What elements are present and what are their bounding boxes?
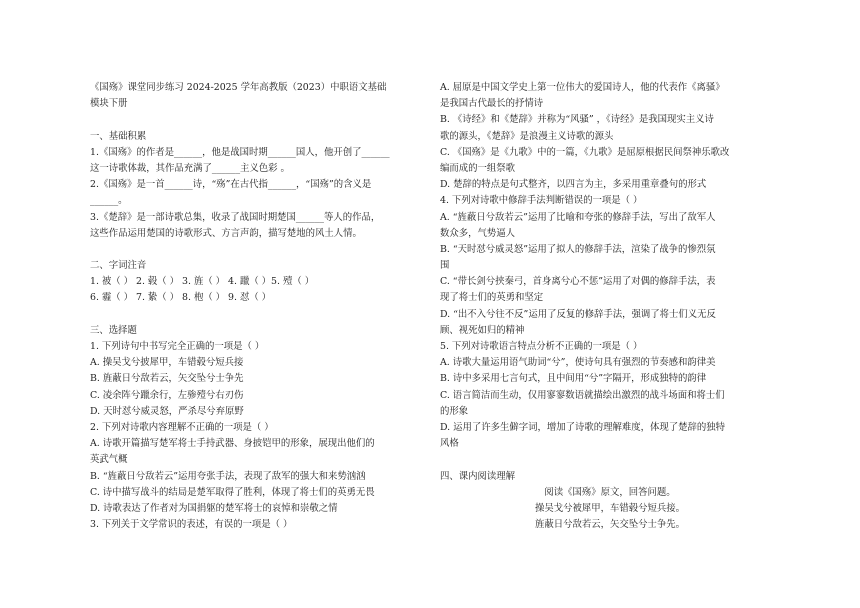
section-heading-choice: 三、选择题 (90, 324, 137, 336)
right-column (440, 0, 780, 533)
choice-4-option-c-cont: 现了将士们的英勇和坚定 (440, 292, 544, 304)
choice-4-question: 4. 下列对诗歌中修辞手法判断错误的一项是（ ） (440, 195, 643, 207)
choice-1-question: 1. 下列诗句中书写完全正确的一项是（ ） (90, 341, 265, 352)
pinyin-row-1: 1. 被（ ） 2. 毂（ ） 3. 旌（ ） 4. 躐（ ）5. 殪（ ） (90, 276, 315, 288)
section-heading-pinyin: 二、字词注音 (90, 260, 147, 272)
choice-5-option-d-cont: 风格 (440, 438, 459, 450)
choice-4-option-b-cont: 围 (440, 260, 450, 272)
choice-1-option-a: A. 操吴戈兮披犀甲，车错毂兮短兵接 (90, 357, 244, 369)
choice-3-option-a-cont: 是我国古代最长的抒情诗 (440, 98, 544, 110)
choice-1-option-d: D. 天时怼兮威灵怒，严杀尽兮弃原野 (90, 405, 244, 417)
question-2-line-2: ______。 (90, 195, 128, 207)
choice-4-option-a-cont: 数众多，气势逼人 (440, 227, 516, 239)
choice-3-option-c-cont: 编而成的一组祭歌 (440, 162, 516, 174)
left-column (90, 0, 430, 533)
section-heading-basics: 一、基础积累 (90, 130, 147, 142)
choice-4-option-d: D. “出不入兮往不反”运用了反复的修辞手法，强调了将士们义无反 (440, 308, 716, 320)
poem-line-1: 操吴戈兮被犀甲，车错毂兮短兵接。 (534, 502, 685, 514)
pinyin-row-2: 6. 霾（ ） 7. 絷（ ） 8. 枹（ ） 9. 怼（ ） (90, 292, 272, 304)
question-3-line-2: 这些作品运用楚国的诗歌形式、方言声韵，描写楚地的风土人情。 (90, 227, 362, 239)
choice-2-option-b: B. “旌蔽日兮敌若云”运用夸张手法，表现了敌军的强大和来势汹汹 (90, 470, 366, 482)
choice-5-option-a: A. 诗歌大量运用语气助词“兮”，使诗句具有强烈的节奏感和韵律美 (440, 357, 716, 369)
choice-3-option-c: C. 《国殇》是《九歌》中的一篇，《九歌》是屈原根据民间祭神乐歌改 (440, 146, 730, 158)
reading-intro: 阅读《国殇》原文，回答问题。 (544, 486, 676, 498)
choice-5-option-c: C. 语言简洁而生动，仅用寥寥数语就描绘出激烈的战斗场面和将士们 (440, 389, 725, 401)
choice-1-option-c: C. 凌余阵兮躐余行，左骖殪兮右刃伤 (90, 389, 244, 401)
choice-5-question: 5. 下列对诗歌语言特点分析不正确的一项是（ ） (440, 341, 643, 352)
choice-3-option-b: B. 《诗经》和《楚辞》并称为“风骚” ，《诗经》是我国现实主义诗 (440, 114, 714, 126)
question-1-line-2: 这一诗歌体裁，其作品充满了______主义色彩 。 (90, 162, 290, 174)
question-2-line-1: 2.《国殇》是一首______诗，“殇”在古代指______，“国殇”的含义是 (90, 179, 372, 191)
choice-3-option-a: A. 屈原是中国文学史上第一位伟大的爱国诗人，他的代表作《离骚》 (440, 82, 725, 93)
choice-4-option-d-cont: 顾、视死如归的精神 (440, 324, 525, 336)
choice-5-option-c-cont: 的形象 (440, 405, 469, 417)
choice-5-option-d: D. 运用了许多生僻字词，增加了诗歌的理解难度，体现了楚辞的独特 (440, 421, 726, 433)
choice-2-option-c: C. 诗中描写战斗的结局是楚军取得了胜利，体现了将士们的英勇无畏 (90, 486, 375, 498)
choice-4-option-c: C. “带长剑兮挟秦弓，首身离兮心不惩”运用了对偶的修辞手法，表 (440, 276, 716, 288)
choice-1-option-b: B. 旌蔽日兮敌若云，矢交坠兮士争先 (90, 373, 244, 385)
choice-2-option-d: D. 诗歌表达了作者对为国捐躯的楚军将士的哀悼和崇敬之情 (90, 502, 338, 514)
poem-line-2: 旌蔽日兮敌若云，矢交坠兮士争先。 (534, 519, 685, 531)
doc-title-cont: 模块下册 (90, 98, 128, 110)
choice-2-question: 2. 下列对诗歌内容理解不正确的一项是（ ） (90, 421, 274, 433)
question-3-line-1: 3.《楚辞》是一部诗歌总集，收录了战国时期楚国______等人的作品， (90, 211, 381, 223)
choice-3-option-d: D. 楚辞的特点是句式整齐，以四言为主，多采用重章叠句的形式 (440, 179, 707, 191)
choice-2-option-a: A. 诗歌开篇描写楚军将士手持武器、身披铠甲的形象，展现出他们的 (90, 438, 375, 450)
choice-3-question: 3. 下列关于文学常识的表述，有误的一项是（ ） (90, 519, 293, 531)
choice-2-option-a-cont: 英武气概 (90, 454, 128, 466)
doc-title: 《国殇》课堂同步练习 2024-2025 学年高教版（2023）中职语文基础 (90, 82, 387, 93)
section-heading-reading: 四、课内阅读理解 (440, 470, 516, 482)
choice-5-option-b: B. 诗中多采用七言句式，且中间用“兮”字隔开，形成独特的韵律 (440, 373, 707, 385)
choice-4-option-b: B. “天时怼兮威灵怒”运用了拟人的修辞手法，渲染了战争的惨烈氛 (440, 243, 716, 255)
choice-3-option-b-cont: 歌的源头，《楚辞》是浪漫主义诗歌的源头 (440, 130, 614, 142)
choice-4-option-a: A. “旌蔽日兮敌若云”运用了比喻和夸张的修辞手法，写出了敌军人 (440, 211, 716, 223)
question-1-line-1: 1.《国殇》的作者是______，他是战国时期______国人，他开创了______ (90, 146, 390, 158)
